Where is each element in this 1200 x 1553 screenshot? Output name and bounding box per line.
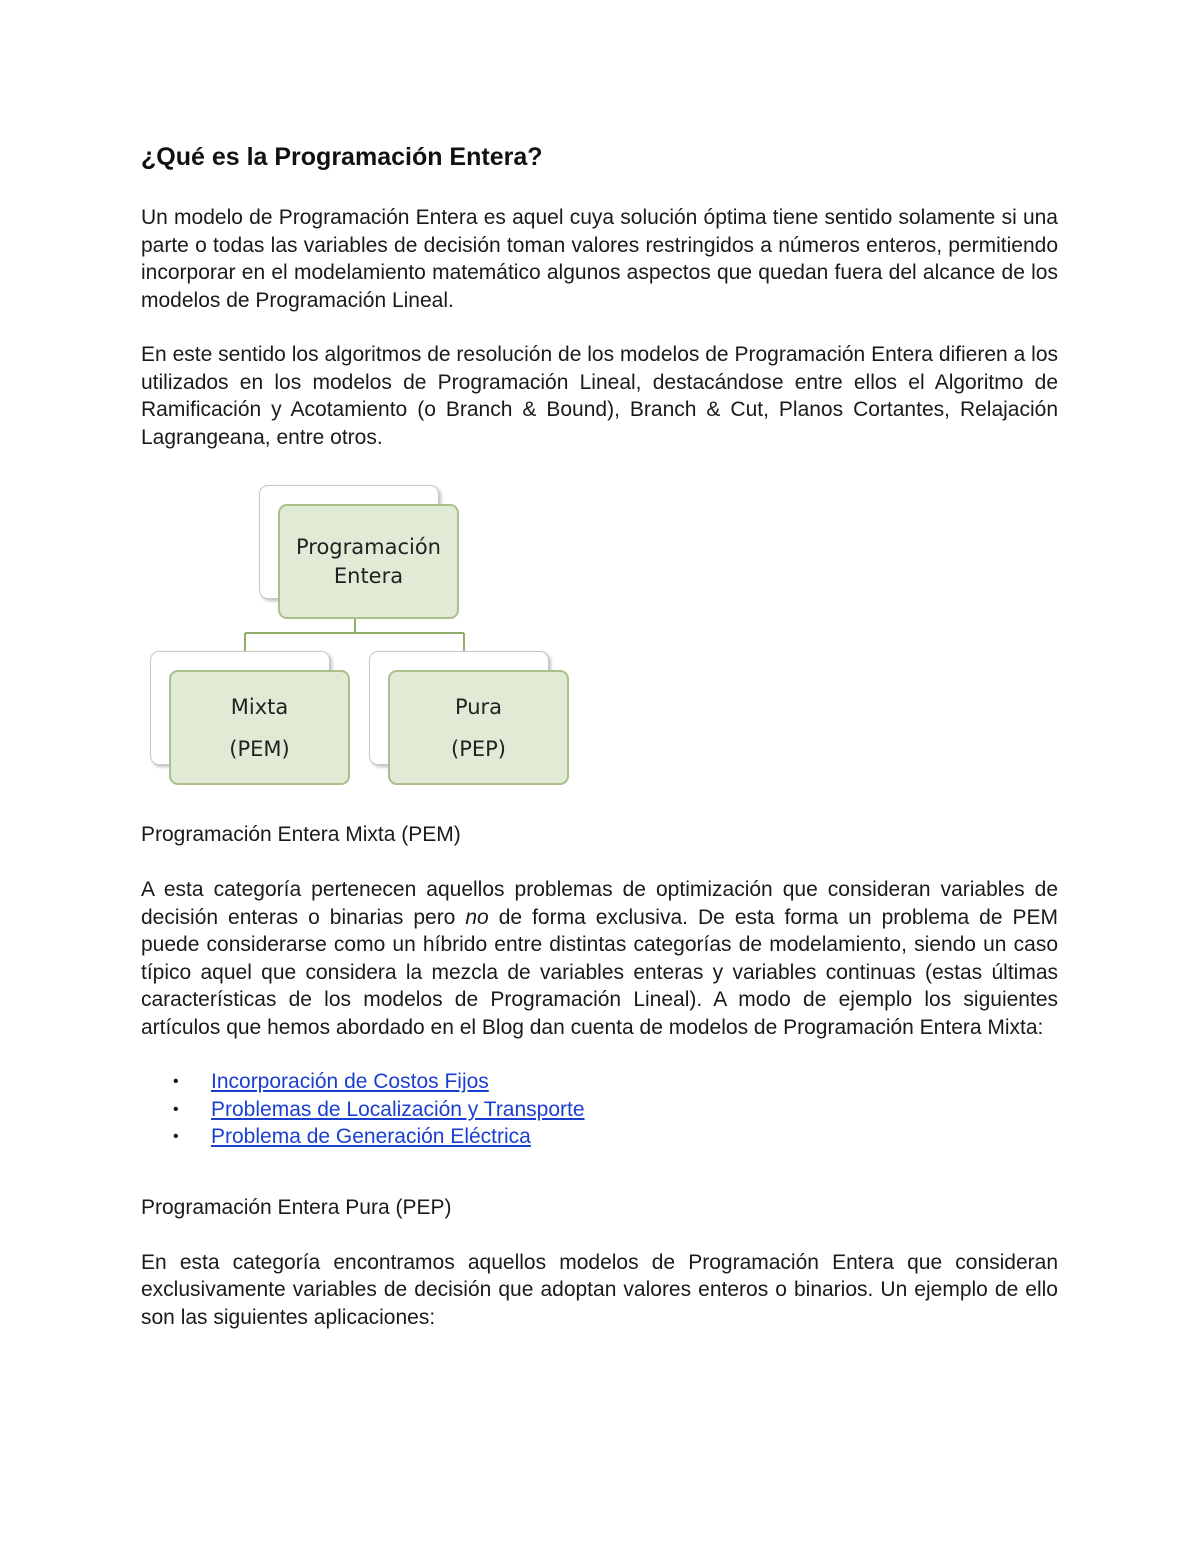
bullet-icon: •: [173, 1128, 179, 1145]
root-node-line1: Programación: [295, 534, 441, 559]
pem-emphasis: no: [465, 905, 489, 929]
mixta-node-line2: (PEM): [229, 736, 290, 761]
pem-article-list: [141, 1068, 1058, 1151]
pep-heading: Programación Entera Pura (PEP): [141, 1195, 452, 1219]
pem-paragraph: [141, 876, 1058, 1041]
pura-node: [388, 670, 569, 785]
pura-node-line1: Pura: [454, 694, 503, 719]
bullet-icon: •: [173, 1100, 179, 1118]
root-node-line2: Entera: [333, 563, 404, 588]
pem-text-after: de forma exclusiva. De esta forma un problema de PEM puede considerarse como un híbrido entre distintas categorías de modelamiento, siendo un caso típico aquel que considera la mezcla de variables enteras y variables continuas (estas últimas características de los modelos de Programación Lineal). A modo de ejemplo los siguientes artículos que hemos abordado en el Blog dan cuenta de modelos de Programación Entera Mixta:: [141, 905, 1059, 1039]
classification-diagram: [148, 481, 588, 791]
link-localizacion-transporte[interactable]: Problemas de Localización y Transporte: [211, 1097, 585, 1121]
intro-paragraph: Un modelo de Programación Entera es aquel cuya solución óptima tiene sentido solamente si una parte o todas las variables de decisión toman valores restringidos a números enteros, permitiendo incorporar en el modelamiento matemático algunos aspectos que quedan fuera del alcance de los modelos de Programación Lineal.: [141, 206, 1058, 312]
list-item: [141, 1096, 1058, 1124]
pem-text-before: A esta categoría pertenecen aquellos problemas de optimización que consideran variables de decisión enteras o binarias pero: [141, 878, 1058, 929]
link-generacion-electrica[interactable]: Problema de Generación Eléctrica: [211, 1125, 531, 1148]
mixta-node-line1: Mixta: [230, 694, 289, 719]
root-node: [278, 504, 459, 619]
bullet-icon: •: [173, 1073, 179, 1090]
pep-paragraph: En esta categoría encontramos aquellos modelos de Programación Entera que consideran exclusivamente variables de decisión que adoptan valores enteros o binarios. Un ejemplo de ello son las siguientes aplicaciones:: [141, 1250, 1058, 1329]
pem-heading: Programación Entera Mixta (PEM): [141, 823, 461, 846]
link-costos-fijos[interactable]: Incorporación de Costos Fijos: [211, 1070, 489, 1093]
document-page: [141, 140, 1058, 1331]
list-item: [141, 1123, 1058, 1151]
list-item: [141, 1068, 1058, 1096]
page-title: ¿Qué es la Programación Entera?: [141, 143, 543, 171]
pura-node-line2: (PEP): [451, 736, 506, 761]
algorithms-paragraph: En este sentido los algoritmos de resolución de los modelos de Programación Entera difieren a los utilizados en los modelos de Programación Lineal, destacándose entre ellos el Algoritmo de Ramificación y Acotamiento (o Branch & Bound), Branch & Cut, Planos Cortantes, Relajación Lagrangeana, entre otros.: [141, 343, 1058, 449]
mixta-node: [169, 670, 350, 785]
